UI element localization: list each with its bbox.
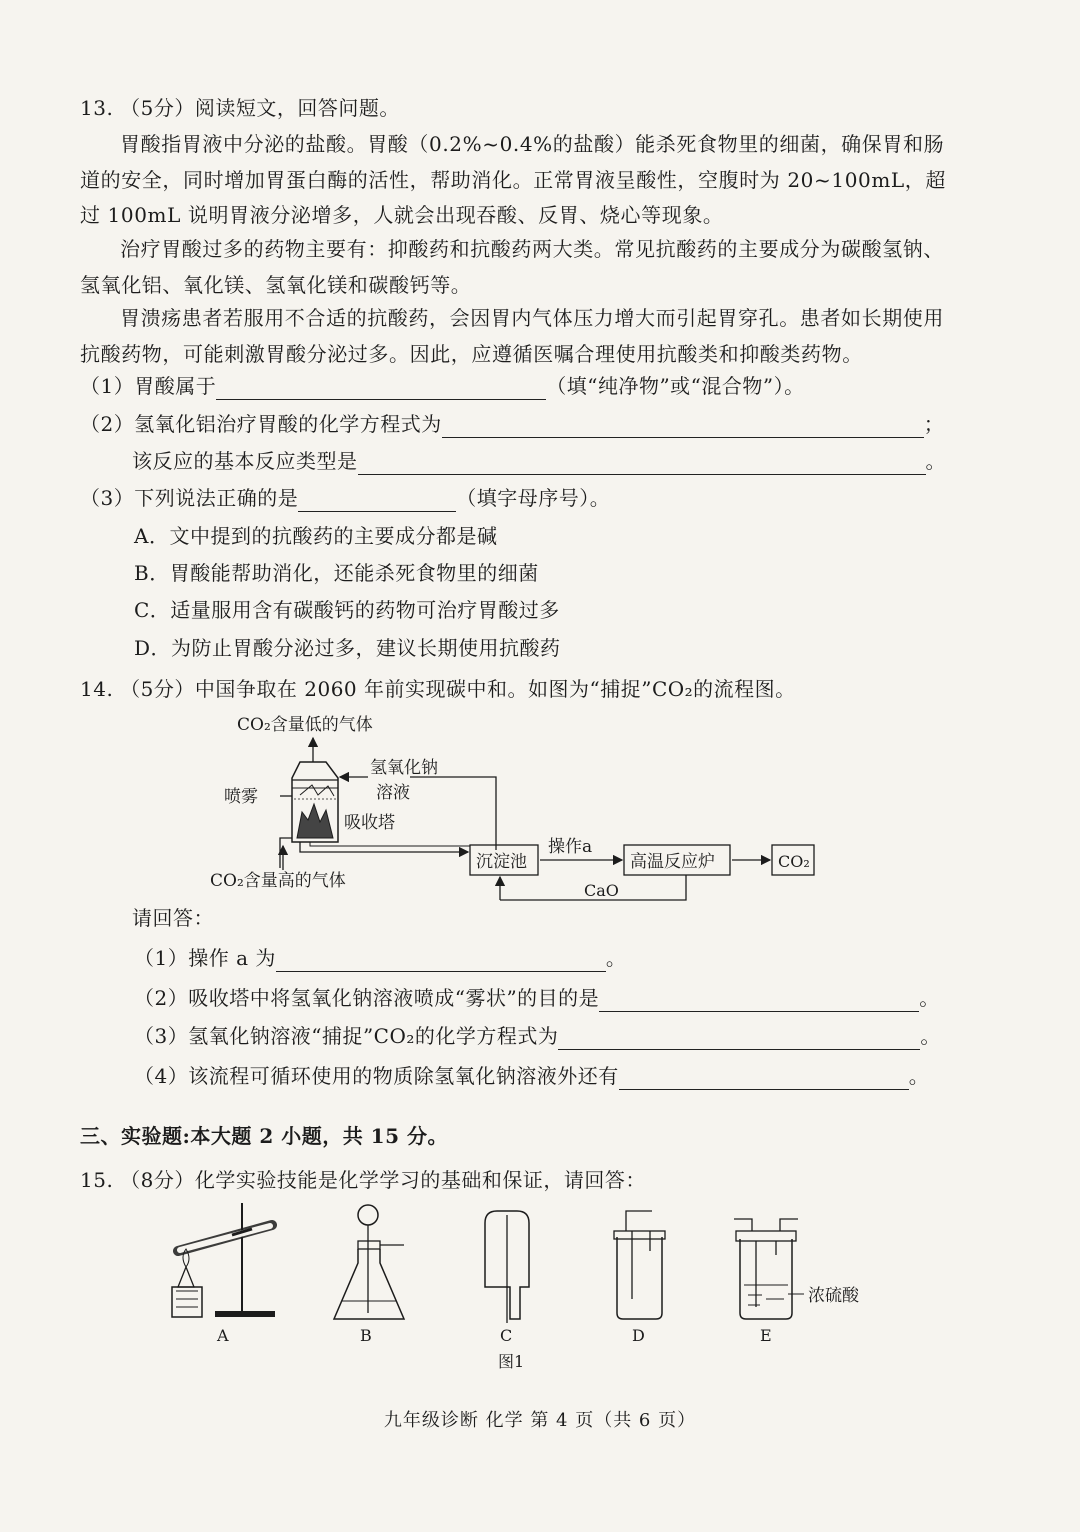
operation-a-label: 操作a <box>548 837 593 857</box>
q15-number: 15. <box>80 1168 114 1192</box>
tower-to-tank-arrow <box>300 842 468 852</box>
label-c: C <box>500 1326 513 1345</box>
q14-sub2-prompt: （2）吸收塔中将氢氧化钠溶液喷成“雾状”的目的是 <box>134 986 600 1010</box>
q13-sub3-prompt: （3）下列说法正确的是 <box>80 486 299 510</box>
q13-sub2b-end: 。 <box>925 449 946 473</box>
q13-sub3 <box>80 484 610 512</box>
q14-sub4-end: 。 <box>908 1064 930 1088</box>
figure-1-caption: 图1 <box>498 1352 525 1371</box>
q14-sub2 <box>134 984 940 1012</box>
furnace-label: 高温反应炉 <box>630 852 715 872</box>
q14-header <box>80 675 796 703</box>
q14-sub2-blank[interactable] <box>599 989 919 1012</box>
q14-sub3-blank[interactable] <box>558 1027 920 1050</box>
low-co2-gas-label: CO₂含量低的气体 <box>237 715 373 735</box>
q13-option-b[interactable]: B．胃酸能帮助消化，还能杀死食物里的细菌 <box>134 561 539 585</box>
q13-option-a[interactable]: A．文中提到的抗酸药的主要成分都是碱 <box>134 524 498 548</box>
label-d: D <box>632 1326 645 1345</box>
q14-title: （5分）中国争取在 2060 年前实现碳中和。如图为“捕捉”CO₂的流程图。 <box>120 677 796 701</box>
q14-sub4 <box>134 1062 929 1090</box>
page-footer: 九年级诊断 化学 第 4 页（共 6 页） <box>383 1410 697 1431</box>
q14-sub1-blank[interactable] <box>276 949 606 972</box>
apparatus-e <box>734 1219 804 1319</box>
q15-title: （8分）化学实验技能是化学学习的基础和保证，请回答： <box>120 1168 646 1192</box>
section-3-title: 三、实验题:本大题 2 小题，共 15 分。 <box>80 1124 448 1148</box>
q14-sub4-prompt: （4）该流程可循环使用的物质除氢氧化钠溶液外还有 <box>134 1064 619 1088</box>
q13-title: （5分）阅读短文，回答问题。 <box>120 96 400 120</box>
q14-sub3 <box>134 1022 941 1050</box>
q14-please-answer: 请回答： <box>132 906 214 930</box>
q14-sub1-end: 。 <box>605 946 627 970</box>
label-b: B <box>360 1326 372 1345</box>
label-a: A <box>217 1326 229 1345</box>
q13-sub2b-blank[interactable] <box>358 452 926 475</box>
q13-option-d[interactable]: D．为防止胃酸分泌过多，建议长期使用抗酸药 <box>134 636 561 660</box>
q14-sub2-end: 。 <box>919 986 940 1010</box>
q14-sub1-prompt: （1）操作 a 为 <box>134 946 276 970</box>
cao-label: CaO <box>584 881 619 900</box>
spray-label: 喷雾 <box>224 787 258 807</box>
q13-sub3-blank[interactable] <box>298 489 456 512</box>
q13-sub1-hint: （填“纯净物”或“混合物”）。 <box>546 374 805 398</box>
sediment-tank-label: 沉淀池 <box>476 852 527 872</box>
q13-sub1-prompt: （1）胃酸属于 <box>80 374 217 398</box>
q13-sub3-hint: （填字母序号）。 <box>456 486 611 510</box>
conc-sulfuric-acid-label: 浓硫酸 <box>808 1286 859 1306</box>
apparatus-d <box>614 1211 665 1319</box>
q13-header <box>80 94 400 122</box>
lab-apparatus-figure <box>0 1195 1080 1385</box>
q13-sub2-prompt: （2）氢氧化铝治疗胃酸的化学方程式为 <box>80 412 442 436</box>
q14-number: 14. <box>80 677 114 701</box>
co2-capture-flow-diagram <box>0 700 1080 910</box>
naoh-label-1: 氢氧化钠 <box>370 758 438 778</box>
q14-sub4-blank[interactable] <box>619 1067 909 1090</box>
q13-sub1 <box>80 372 805 400</box>
q14-sub3-end: 。 <box>920 1024 941 1048</box>
naoh-label-2: 溶液 <box>376 783 410 803</box>
absorption-tower-label: 吸收塔 <box>344 813 395 833</box>
apparatus-b <box>334 1205 404 1319</box>
q13-number: 13. <box>80 96 114 120</box>
q13-paragraph-1: 胃酸指胃液中分泌的盐酸。胃酸（0.2%~0.4%的盐酸）能杀死食物里的细菌，确保胃和肠道的安全，同时增加胃蛋白酶的活性，帮助消化。正常胃液呈酸性，空腹时为 20~100mL，超过 100mL 说明胃液分泌增多，人就会出现吞酸、反胃、烧心等现象。 <box>80 132 946 227</box>
q13-sub2b <box>132 447 946 475</box>
q13-sub2b-prompt: 该反应的基本反应类型是 <box>132 449 358 473</box>
high-co2-gas-label: CO₂含量高的气体 <box>210 871 346 891</box>
apparatus-a <box>172 1203 275 1317</box>
q13-option-c[interactable]: C．适量服用含有碳酸钙的药物可治疗胃酸过多 <box>134 598 560 622</box>
q13-sub2-blank[interactable] <box>442 415 924 438</box>
q13-sub2-end: ； <box>923 412 945 436</box>
q13-paragraph-2: 治疗胃酸过多的药物主要有：抑酸药和抗酸药两大类。常见抗酸药的主要成分为碳酸氢钠、氢氧化铝、氧化镁、氢氧化镁和碳酸钙等。 <box>80 237 944 297</box>
q13-sub1-blank[interactable] <box>216 377 546 400</box>
q14-sub1 <box>134 944 626 972</box>
label-e: E <box>760 1326 772 1345</box>
apparatus-c <box>485 1211 529 1323</box>
absorption-tower <box>280 762 338 842</box>
co2-product-label: CO₂ <box>778 852 810 871</box>
q13-paragraph-3: 胃溃疡患者若服用不合适的抗酸药，会因胃内气体压力增大而引起胃穿孔。患者如长期使用抗酸药物，可能刺激胃酸分泌过多。因此，应遵循医嘱合理使用抗酸类和抑酸类药物。 <box>80 306 944 366</box>
q13-sub2 <box>80 410 944 438</box>
q15-header <box>80 1166 646 1194</box>
q14-sub3-prompt: （3）氢氧化钠溶液“捕捉”CO₂的化学方程式为 <box>134 1024 559 1048</box>
